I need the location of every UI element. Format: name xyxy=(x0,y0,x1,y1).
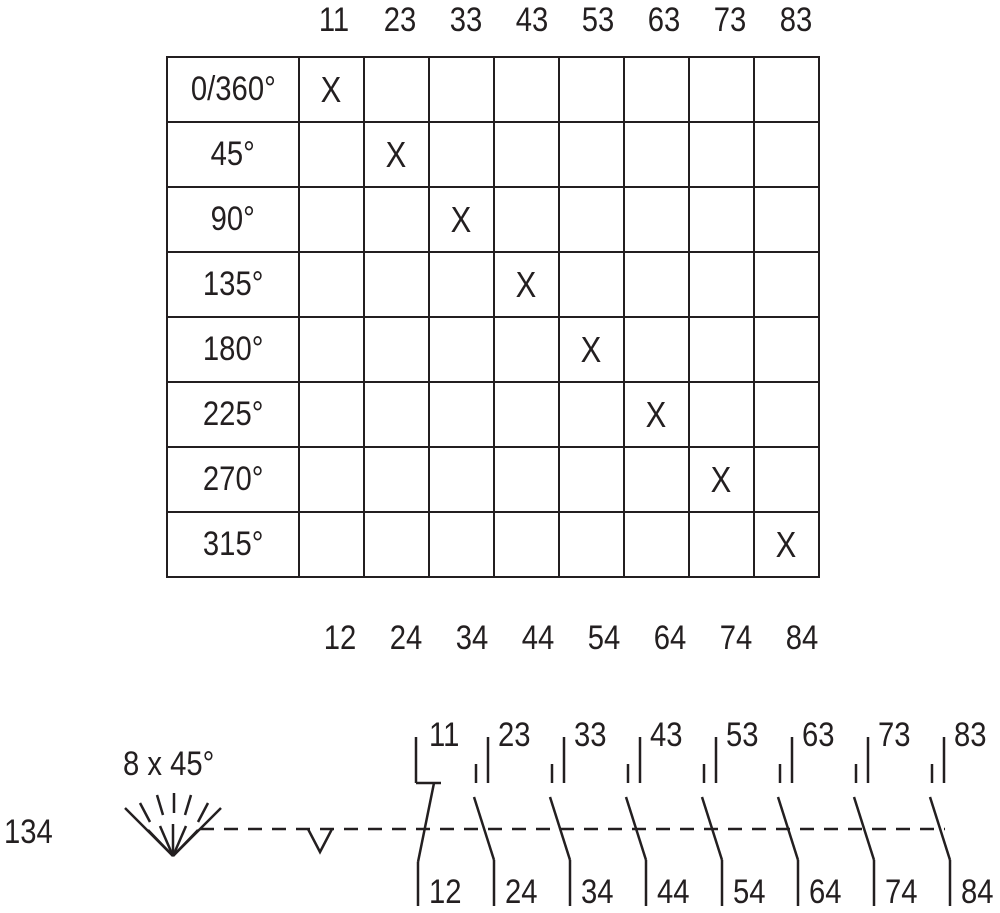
bottom-contact-64: 64 xyxy=(653,619,687,657)
schem-bottom-terminal-34: 34 xyxy=(581,873,614,911)
bottom-contact-74: 74 xyxy=(719,619,753,657)
contact-53-54 xyxy=(702,737,722,906)
schem-top-terminal-23: 23 xyxy=(498,716,531,754)
position-label: 225° xyxy=(167,382,299,447)
position-label: 180° xyxy=(167,317,299,382)
contact-closed-mark: X xyxy=(776,523,797,565)
position-label: 270° xyxy=(167,447,299,512)
bottom-contact-34: 34 xyxy=(455,619,489,657)
rotary-actuator-symbol xyxy=(125,793,221,856)
position-label: 135° xyxy=(167,252,299,317)
contact-83-84 xyxy=(930,737,950,906)
schem-bottom-terminal-54: 54 xyxy=(733,873,766,911)
top-contact-23: 23 xyxy=(383,1,417,39)
contact-closed-mark: X xyxy=(581,328,602,370)
switch-angle-label: 8 x 45° xyxy=(123,745,215,783)
contact-33-34 xyxy=(550,737,570,906)
schem-bottom-terminal-74: 74 xyxy=(885,873,918,911)
bottom-contact-24: 24 xyxy=(389,619,423,657)
bottom-contact-12: 12 xyxy=(323,619,357,657)
top-contact-73: 73 xyxy=(713,1,747,39)
top-contact-43: 43 xyxy=(515,1,549,39)
detent-notch xyxy=(308,829,332,852)
top-contact-83: 83 xyxy=(779,1,813,39)
top-contact-11: 11 xyxy=(318,1,350,39)
schem-top-terminal-63: 63 xyxy=(802,716,835,754)
schem-top-terminal-43: 43 xyxy=(650,716,683,754)
contact-73-74 xyxy=(854,737,874,906)
bottom-contact-44: 44 xyxy=(521,619,555,657)
position-label: 90° xyxy=(167,187,299,252)
position-label: 45° xyxy=(167,122,299,187)
schem-top-terminal-83: 83 xyxy=(954,716,987,754)
schem-bottom-terminal-24: 24 xyxy=(505,873,538,911)
schem-top-terminal-33: 33 xyxy=(574,716,607,754)
contact-closed-mark: X xyxy=(711,458,732,500)
top-contact-53: 53 xyxy=(581,1,615,39)
contact-23-24 xyxy=(474,737,494,906)
top-contact-33: 33 xyxy=(449,1,483,39)
schem-top-terminal-73: 73 xyxy=(878,716,911,754)
position-label: 315° xyxy=(167,512,299,577)
schem-top-terminal-11: 11 xyxy=(429,716,460,754)
contact-closed-mark: X xyxy=(386,133,407,175)
bottom-contact-84: 84 xyxy=(785,619,819,657)
top-contact-63: 63 xyxy=(647,1,681,39)
schem-bottom-terminal-44: 44 xyxy=(657,873,690,911)
schem-bottom-terminal-84: 84 xyxy=(961,873,994,911)
diagram-number: 134 xyxy=(4,813,53,851)
schem-bottom-terminal-64: 64 xyxy=(809,873,842,911)
contact-closed-mark: X xyxy=(646,393,667,435)
bottom-contact-54: 54 xyxy=(587,619,621,657)
schem-bottom-terminal-12: 12 xyxy=(429,873,462,911)
contact-closed-mark: X xyxy=(516,263,537,305)
contact-11-12 xyxy=(416,737,441,906)
contact-closed-mark: X xyxy=(321,68,342,110)
schem-top-terminal-53: 53 xyxy=(726,716,759,754)
position-label: 0/360° xyxy=(167,57,299,122)
contact-closed-mark: X xyxy=(451,198,472,240)
contact-63-64 xyxy=(778,737,798,906)
contact-43-44 xyxy=(626,737,646,906)
